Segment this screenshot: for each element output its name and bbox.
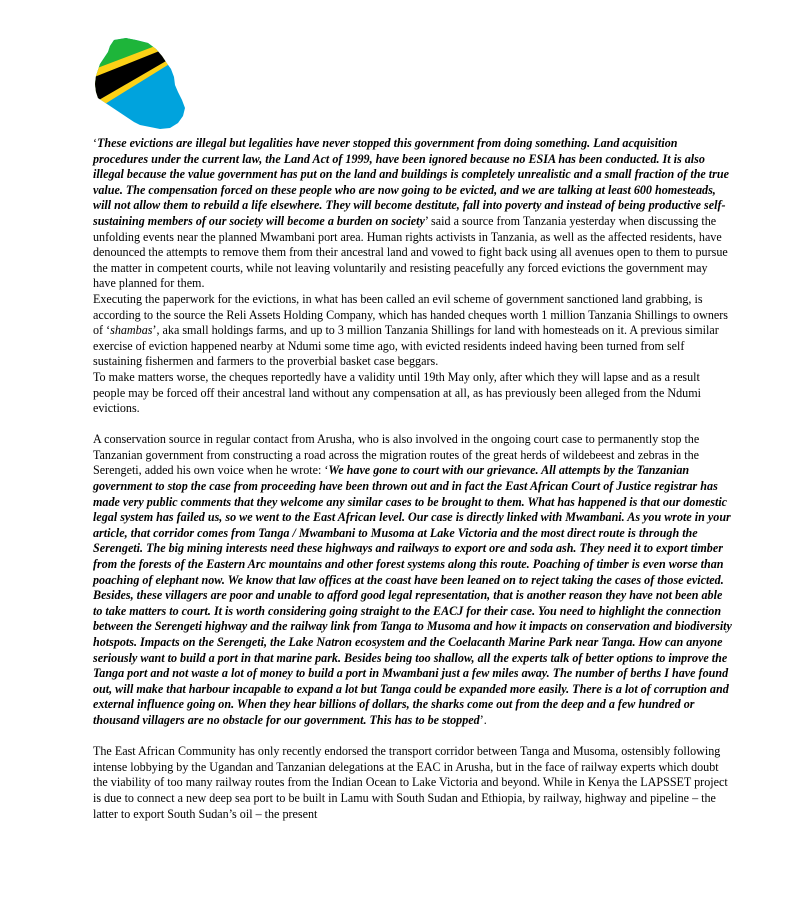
shambas-term: shambas (110, 323, 153, 338)
quote-close-mark: ’. (479, 712, 487, 727)
quote-open-mark: ‘ (93, 136, 98, 150)
quote-conservation-source: We have gone to court with our grievance. All attempts by the Tanzanian government to stop the case from proceeding have been thrown out and in fact the East African Court of Justice registrar has made very public comments that they welcome any similar cases to be brought to them. What has happened is that our domestic legal system has failed us, so we went to the East African level. Our case is directly linked with Mwambani. As you wrote in your article, that corridor comes from Tanga / Mwambani to Musoma at Lake Victoria and the most direct route is through the Serengeti. The big mining interests need these highways and railways to export ore and soda ash. They need it to export timber from the forests of the Eastern Arc mountains and other forest systems along this route. Poaching of timber is even worse than poaching of elephant now. We know that law offices at the coast have been leaned on to reject taking the cases of those evicted. Besides, these villagers are poor and unable to afford good legal representation, that is another reason they have not been able to take matters to court. It is worth considering going straight to the EACJ for their case. You need to highlight the connection between the Serengeti highway and the railway link from Tanga to Musoma and how it impacts on conservation and biodiversity hotspots. Impacts on the Serengeti, the Lake Natron ecosystem and the Coelacanth Marine Park near Tanga. How can anyone seriously want to build a port in that marine park. Besides being too shallow, all the experts talk of better options to improve the Tanga port and not waste a lot of money to build a port in Mwambani just a few miles away. The number of berths I have found out, will make that harbour incapable to expand a lot but Tanga could be expanded more easily. There is a lot of corruption and external influence going on. When they hear billions of dollars, the sharks come out from the deep and a few hundred or thousand villagers are no obstacle for our government. This has to be stopped (93, 463, 732, 727)
quote-evictions: These evictions are illegal but legalities have never stopped this government from doing something. Land acquisition procedures under the current law, the Land Act of 1999, have been ignored because no ESIA has been conducted. It is also illegal because the value government has put on the land and buildings is completely unrealistic and a small fraction of the true value. The compensation forced on these people who are now going to be evicted, and we are talking at least 600 homesteads, will not allow them to rebuild a life elsewhere. They will become destitute, fall into poverty and instead of being productive self-sustaining members of our society will become a burden on society (93, 136, 729, 228)
paragraph-2-after: ’, aka small holdings farms, and up to 3 million Tanzania Shillings for land with homesteads on it. A previous similar exercise of eviction happened nearby at Ndumi some time ago, with evicted residents indeed having been turned from self sustaining fishermen and farmers to the proverbial basket case beggars. (93, 323, 719, 369)
paragraph-4 (93, 432, 733, 728)
article-body (93, 136, 733, 822)
paragraph-4-intro: A conservation source in regular contact from Arusha, who is also involved in the ongoing court case to permanently stop the Tanzanian government from constructing a road across the migration routes of the great herds of wildebeest and zebras in the Serengeti, added his own voice when he wrote: ‘ (93, 432, 700, 478)
paragraph-1 (93, 136, 733, 292)
paragraph-5: The East African Community has only recently endorsed the transport corridor between Tanga and Musoma, ostensibly following intense lobbying by the Ugandan and Tanzanian delegations at the EAC in Arusha, but in the face of railway experts which doubt the viability of too many railway routes from the Indian Ocean to Lake Victoria and beyond. While in Kenya the LAPSSET project is due to connect a new deep sea port to be built in Lamu with South Sudan and Ethiopia, by railway, highway and pipeline – the latter to export South Sudan’s oil – the present (93, 744, 728, 821)
paragraph-1-rest: ’ said a source from Tanzania yesterday when discussing the unfolding events near the planned Mwambani port area. Human rights activists in Tanzania, as well as the affected residents, have denounced the attempts to remove them from their ancestral land and vowed to fight back using all avenues open to them to pursue the matter in competent courts, while not leaving voluntarily and resisting peacefully any forced evictions the government may have planned for them. (93, 213, 728, 291)
tanzania-flag-map-icon (92, 32, 192, 132)
paragraph-gap (93, 417, 733, 433)
paragraph-2-before: Executing the paperwork for the evictions, in what has been called an evil scheme of government sanctioned land grabbing, is according to the source the Reli Assets Holding Company, which has handed cheques worth 1 million Tanzania Shillings to owners of ‘ (93, 291, 728, 338)
paragraph-3: To make matters worse, the cheques reportedly have a validity until 19th May only, after which they will lapse and as a result people may be forced off their ancestral land without any compensation at all, as has previously been alleged from the Ndumi evictions. (93, 369, 701, 416)
paragraph-gap (93, 729, 733, 745)
paragraph-2 (93, 292, 733, 370)
